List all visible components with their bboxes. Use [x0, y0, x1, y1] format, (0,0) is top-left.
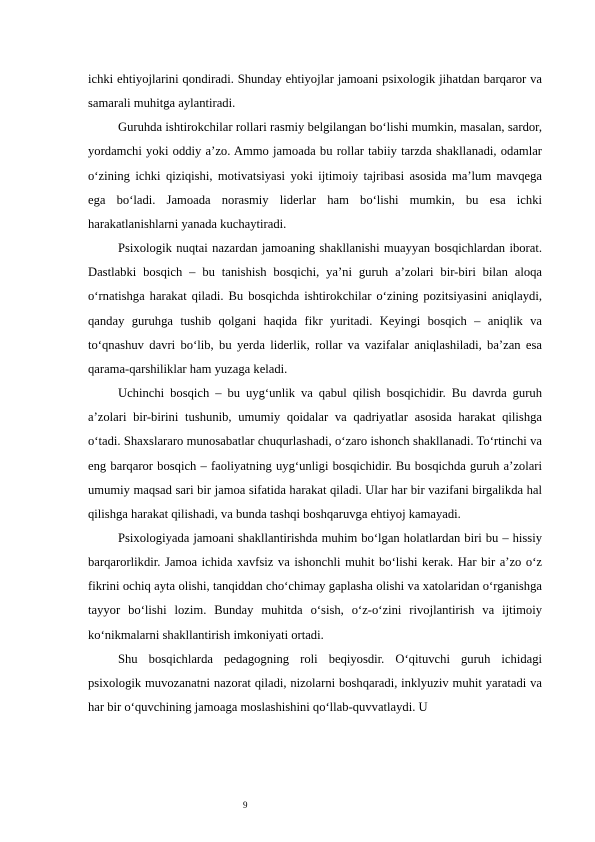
page-number: 9 — [243, 800, 248, 810]
paragraph: Shu bosqichlarda pedagogning roli beqiyosdir. O‘qituvchi guruh ichidagi psixologik muvozanatni nazorat qiladi, nizolarni boshqaradi, inklyuziv muhit yaratadi va har bir o‘quvchining jamoaga moslashishini qo‘llab-quvvatlaydi. U — [88, 651, 542, 715]
paragraph: ichki ehtiyojlarini qondiradi. Shunday ehtiyojlar jamoani psixologik jihatdan barqaror va samarali muhitga aylantiradi. — [88, 72, 542, 111]
paragraph: Psixologiyada jamoani shakllantirishda muhim bo‘lgan holatlardan biri bu – hissiy barqarorlikdir. Jamoa ichida xavfsiz va ishonchli muhit bo‘lishi kerak. Har bir a’zo o‘z fikrini ochiq ayta olishi, tanqiddan cho‘chimay gaplasha olishi va xatolaridan o‘rganishga tayyor bo‘lishi lozim. Bunday muhitda o‘sish, o‘z-o‘zini rivojlantirish va ijtimoiy ko‘nikmalarni shakllantirish imkoniyati ortadi. — [88, 530, 542, 642]
paragraph: Uchinchi bosqich – bu uyg‘unlik va qabul qilish bosqichidir. Bu davrda guruh a’zolari bir-birini tushunib, umumiy qoidalar va qadriyatlar asosida harakat qilishga o‘tadi. Shaxslararo munosabatlar chuqurlashadi, o‘zaro ishonch shakllanadi. To‘rtinchi va eng barqaror bosqich – faoliyatning uyg‘unligi bosqichidir. Bu bosqichda guruh a’zolari umumiy maqsad sari bir jamoa sifatida harakat qiladi. Ular har bir vazifani birgalikda hal qilishga harakat qilishadi, va bunda tashqi boshqaruvga ehtiyoj kamayadi. — [88, 386, 542, 521]
document-body — [88, 67, 542, 719]
paragraph: Psixologik nuqtai nazardan jamoaning shakllanishi muayyan bosqichlardan iborat. Dastlabki bosqich – bu tanishish bosqichi, ya’ni guruh a’zolari bir-biri bilan aloqa o‘rnatishga harakat qiladi. Bu bosqichda ishtirokchilar o‘zining pozitsiyasini aniqlaydi, qanday guruhga tushib qolgani haqida fikr yuritadi. Keyingi bosqich – aniqlik va to‘qnashuv davri bo‘lib, bu yerda liderlik, rollar va vazifalar aniqlashiladi, ba’zan esa qarama-qarshiliklar ham yuzaga keladi. — [88, 241, 542, 376]
paragraph: Guruhda ishtirokchilar rollari rasmiy belgilangan bo‘lishi mumkin, masalan, sardor, yordamchi yoki oddiy a’zo. Ammo jamoada bu rollar tabiiy tarzda shakllanadi, odamlar o‘zining ichki qiziqishi, motivatsiyasi yoki ijtimoiy tajribasi asosida ma’lum mavqega ega bo‘ladi. Jamoada norasmiy liderlar ham bo‘lishi mumkin, bu esa ichki harakatlanishlarni yanada kuchaytiradi. — [88, 120, 542, 231]
